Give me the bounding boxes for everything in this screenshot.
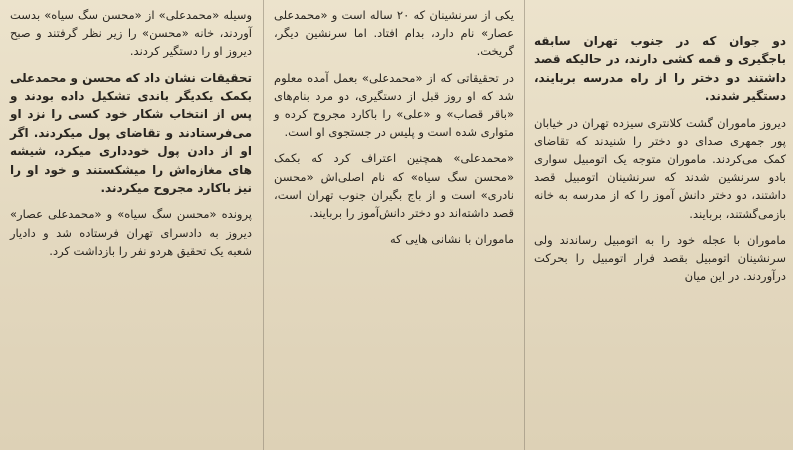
column-divider	[524, 0, 525, 450]
column-right	[528, 6, 790, 450]
article-paragraph: یکی از سرنشینان که ۲۰ ساله است و «محمدعلی عصار» نام دارد، بدام افتاد. اما سرنشین دیگر، گریخت.	[274, 8, 515, 59]
article-paragraph: ماموران با نشانی هایی که	[389, 232, 514, 247]
article-paragraph: دیروز ماموران گشت کلانتری سیزده تهران در خیابان پور جمهری صدای دو دختر را شنیدند که تقاضای کمک می‌کردند. ماموران متوجه یک اتومبیل سواری بادو سرنشین شدند که سرنشینان اتومبیل قصد داشتند، دو دختر دانش آموز را که از مدرسه به خانه بازمی‌گشتند، بربایند.	[534, 115, 786, 221]
article-paragraph: در تحقیقاتی که از «محمدعلی» بعمل آمده معلوم شد که او روز قبل از دستگیری، دو مرد بنام‌های «باقر قصاب» و «علی» را باکارد مجروح کرده و متواری شده است و پلیس در جستجوی او است.	[274, 70, 514, 140]
article-paragraph: ماموران با عجله خود را به اتومبیل رساندند ولی سرنشینان اتومبیل بقصد فرار اتومبیل را بحرکت درآوردند. در این میان	[534, 232, 786, 284]
column-divider	[263, 0, 264, 450]
article-paragraph-bold: تحقیقات نشان داد که محسن و محمدعلی بکمک یکدیگر باندی تشکیل داده بودند و پس از انتخاب شکار خود کسی را نزد او می‌فرستادند و تقاضای پول میکردند. اگر او از دادن پول خودداری میکرد، شیشه های مغازه‌اش را میشکستند و خود او را نیز باکارد مجروح میکردند.	[10, 70, 252, 196]
article-paragraph: پرونده «محسن سگ سیاه» و «محمدعلی عصار» دیروز به دادسرای تهران فرستاده شد و دادیار شعبه یک تحقیق هردو نفر را بازداشت کرد.	[10, 207, 252, 258]
article-lead: دو جوان که در جنوب تهران سابقه باجگیری و قمه کشی دارند، در حالیکه قصد داشتند دو دختر را از راه مدرسه بربایند، دستگیر شدند.	[534, 34, 786, 104]
column-middle	[268, 6, 520, 450]
article-paragraph: «محمدعلی» همچنین اعتراف کرد که بکمک «محسن سگ سیاه» که نام اصلی‌اش «محسن نادری» است و از باج بگیران جنوب تهران است، قصد داشته‌اند دو دختر دانش‌آموز را بربایند.	[274, 151, 514, 221]
article-paragraph: وسیله «محمدعلی» از «محسن سگ سیاه» بدست آوردند، خانه «محسن» را زیر نظر گرفتند و صبح دیروز او را دستگیر کردند.	[10, 8, 252, 59]
column-left	[6, 6, 258, 450]
